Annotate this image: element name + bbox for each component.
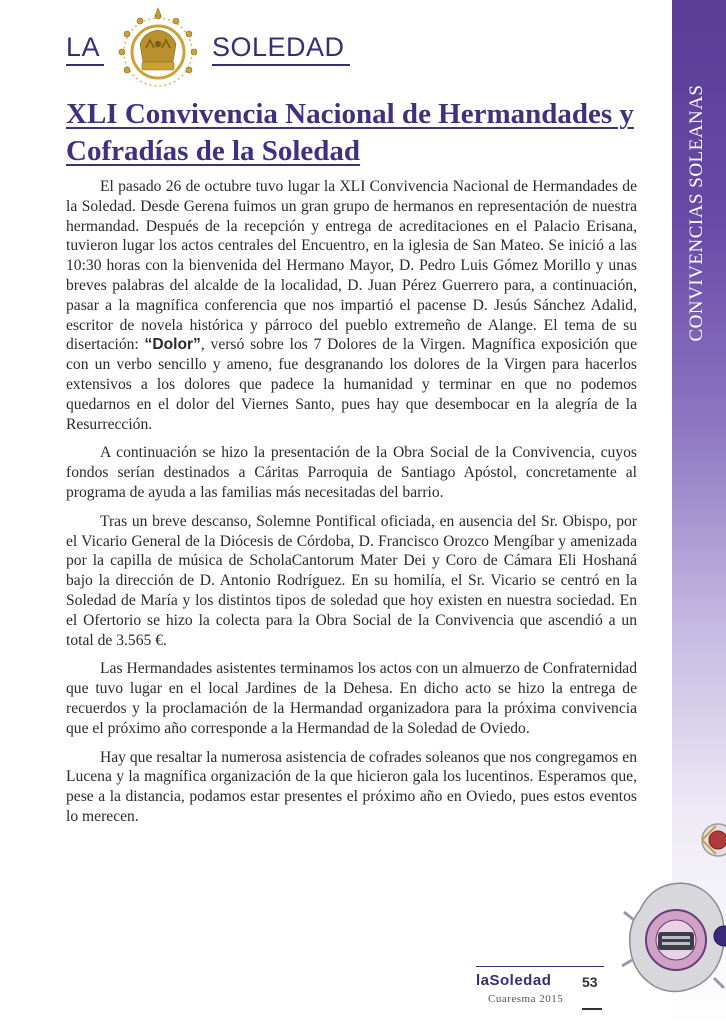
article-title: XLI Convivencia Nacional de Hermandades y Cofradías de la Soledad (66, 98, 634, 167)
paragraph-1-end: , versó sobre los 7 Dolores de la Virgen. Magnífica exposición que con un verbo sencillo y ameno, fue desgranando los dolores de la Virgen para hacerlos extensivos a los dolores que padece la humanidad y terminar en que no podemos quedarnos en el dolor del Viernes Santo, pues hay que desembocar en la alegría de la Resurrección. (66, 336, 637, 433)
section-title-text: CONVIVENCIAS SOLEANAS (686, 84, 707, 342)
footer-top-rule (476, 966, 604, 967)
footer-issue: Cuaresma 2015 (488, 993, 564, 1005)
paragraph-1 (66, 177, 637, 434)
lecture-topic-bold: “Dolor” (144, 336, 201, 354)
header-underline-left (66, 64, 104, 66)
brotherhood-emblem-icon (620, 800, 726, 1024)
header-word-soledad: SOLEDAD (212, 32, 345, 62)
magazine-header (66, 20, 356, 80)
paragraph-5: Hay que resaltar la numerosa asistencia de cofrades soleanos que nos congregamos en Lucena y la magnífica organización de la que hicieron gala los lucentinos. Esperamos que, pese a la distancia, podamos estar presentes el próximo año en Oviedo, pues estos eventos lo merecen. (66, 748, 637, 825)
paragraph-3: Tras un breve descanso, Solemne Pontifical oficiada, en ausencia del Sr. Obispo, por el Vicario General de la Diócesis de Córdoba, D. Francisco Orozco Mengíbar y amenizada por la capilla de música de ScholaCantorum Mater Dei y Coro de Cámara Eli Hoshaná bajo la dirección de D. Antonio Rodríguez. En su homilía, el Sr. Vicario se centró en la Soledad de María y los distintos tipos de soledad que hoy existen en nuestra sociedad. En el Ofertorio se hizo la colecta para la Obra Social de la Convivencia que ascendió a un total de 3.565 €. (66, 512, 637, 649)
page-number: 53 (582, 974, 598, 990)
article-body (66, 177, 637, 836)
footer-brand: laSoledad (476, 972, 552, 989)
header-underline-right (212, 64, 350, 66)
page-footer (466, 966, 606, 1016)
paragraph-2: A continuación se hizo la presentación de la Obra Social de la Convivencia, cuyos fondos serían destinados a Cáritas Parroquia de Santiago Apóstol, concretamente al programa de ayuda a las familias más necesitadas del barrio. (66, 444, 637, 501)
crown-halo-icon (110, 4, 206, 94)
page-number-underline (582, 1008, 602, 1010)
section-title-vertical (678, 68, 716, 358)
header-word-la: LA (66, 32, 101, 62)
paragraph-4: Las Hermandades asistentes terminamos los actos con un almuerzo de Confraternidad que tuvo lugar en el local Jardines de la Dehesa. En dicho acto se hizo la entrega de recuerdos y la proclamación de la Hermandad organizadora para la próxima convivencia que el próximo año corresponde a la Hermandad de la Soledad de Oviedo. (66, 660, 637, 737)
paragraph-1-start: El pasado 26 de octubre tuvo lugar la XLI Convivencia Nacional de Hermandades de la Soledad. Desde Gerena fuimos un gran grupo de hermanos en representación de nuestra hermandad. Después de la recepción y entrega de acreditaciones en el Palacio Erisana, tuvieron lugar los actos centrales del Encuentro, en la iglesia de San Mateo. Se inició a las 10:30 horas con la bienvenida del Hermano Mayor, D. Pedro Luis Gómez Morillo y unas breves palabras del alcalde de la localidad, D. Juan Pérez Guerrero para, a continuación, pasar a la magnífica conferencia que nos impartió el pacense D. Jesús Sánchez Adalid, escritor de novela histórica y párroco del pueblo extremeño de Alange. El tema de su disertación: (66, 178, 637, 354)
